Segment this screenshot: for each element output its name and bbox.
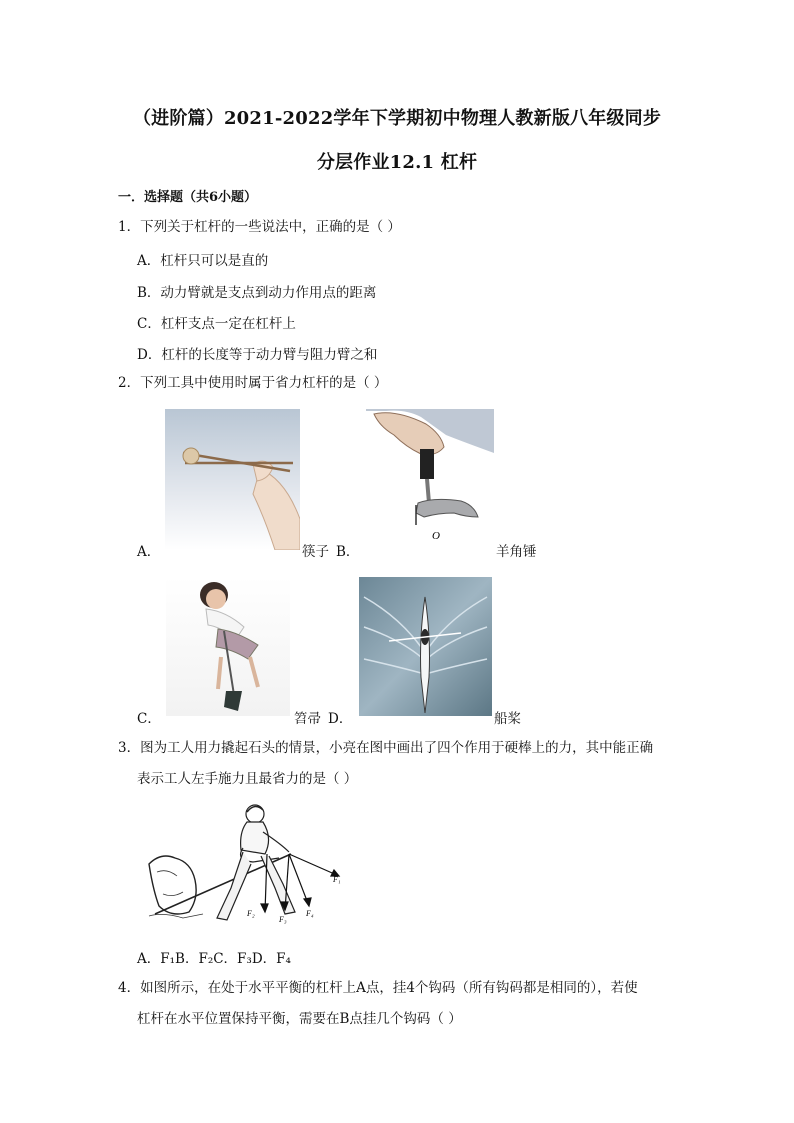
section-heading: 一．选择题（共6小题） bbox=[118, 190, 258, 205]
worksheet-title-line1: （进阶篇）2021-2022学年下学期初中物理人教新版八年级同步 bbox=[132, 108, 662, 129]
question-1-option-d: D．杠杆的长度等于动力臂与阻力臂之和 bbox=[137, 347, 378, 363]
force-label-f2: F₂ bbox=[247, 909, 255, 918]
question-4-stem-line1: 4．如图所示，在处于水平平衡的杠杆上A点，挂4个钩码（所有钩码都是相同的），若使 bbox=[118, 980, 638, 996]
force-label-f4: F₄ bbox=[306, 909, 314, 918]
force-label-f3: F₃ bbox=[279, 915, 287, 924]
question-3-stem-line2: 表示工人左手施力且最省力的是（ ） bbox=[137, 771, 358, 787]
broom-image bbox=[166, 577, 290, 716]
option-b-name: 羊角锤 bbox=[496, 544, 537, 560]
question-1-option-a: A．杠杆只可以是直的 bbox=[137, 253, 269, 269]
question-3-stem-line1: 3．图为工人用力撬起石头的情景，小亮在图中画出了四个作用于硬棒上的力，其中能正确 bbox=[118, 740, 654, 756]
option-d-letter: D． bbox=[328, 711, 353, 727]
worksheet-title-line2: 分层作业12.1 杠杆 bbox=[316, 152, 478, 173]
rowing-boat-image bbox=[359, 577, 492, 716]
option-a-letter: A． bbox=[137, 544, 161, 560]
hammer-pivot-label: O bbox=[432, 530, 440, 542]
question-4-stem-line2: 杠杆在水平位置保持平衡，需要在B点挂几个钩码（ ） bbox=[137, 1011, 462, 1027]
question-2-stem: 2．下列工具中使用时属于省力杠杆的是（ ） bbox=[118, 375, 388, 391]
question-1-stem: 1．下列关于杠杆的一些说法中，正确的是（ ） bbox=[118, 219, 401, 235]
option-b-letter: B． bbox=[336, 544, 360, 560]
claw-hammer-image bbox=[366, 409, 494, 550]
option-a-name: 筷子 bbox=[302, 544, 329, 560]
force-label-f1: F₁ bbox=[333, 875, 341, 884]
option-d-name: 船桨 bbox=[494, 711, 521, 727]
worker-lever-diagram bbox=[143, 802, 348, 927]
question-3-options: A．F₁B．F₂C．F₃D．F₄ bbox=[137, 951, 291, 967]
option-c-letter: C． bbox=[137, 711, 161, 727]
option-c-name: 笤帚 bbox=[294, 711, 321, 727]
chopsticks-image bbox=[165, 409, 300, 550]
question-1-option-c: C．杠杆支点一定在杠杆上 bbox=[137, 316, 296, 332]
question-1-option-b: B．动力臂就是支点到动力作用点的距离 bbox=[137, 285, 377, 301]
